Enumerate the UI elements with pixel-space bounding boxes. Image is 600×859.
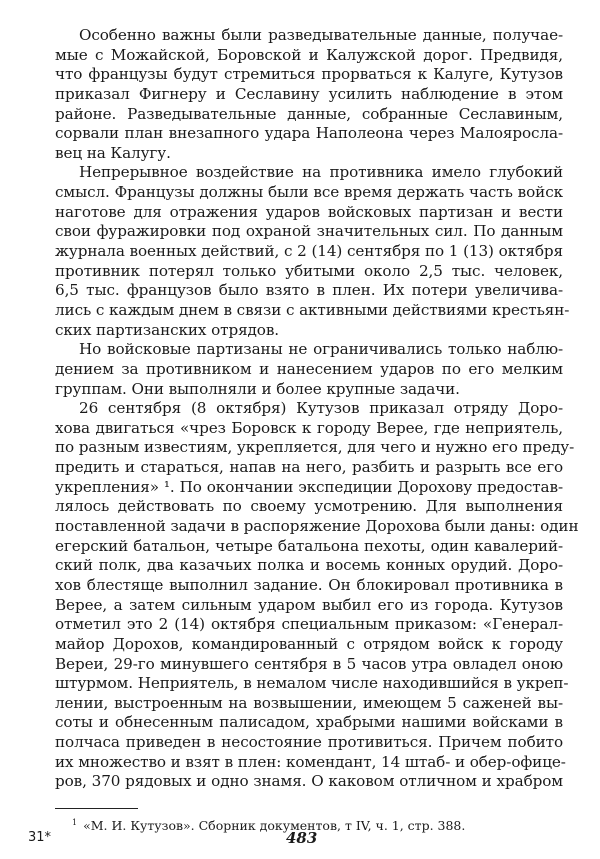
footnote-text: «М. И. Кутузов». Сборник документов, т IV, ч. 1, стр. 388. (83, 818, 466, 833)
text-line: Особенно важны были разведывательные данные, получае- (79, 26, 563, 44)
footnote-divider (55, 808, 138, 809)
page-number: 483 (286, 829, 318, 847)
paragraph (55, 340, 563, 399)
text-line: ров, 370 рядовых и одно знамя. О каковом отличном и храбром (55, 772, 563, 791)
text-line: отметил это 2 (14) октября специальным приказом: «Генерал- (55, 615, 563, 634)
text-line: лялось действовать по своему усмотрению. Для выполнения (55, 497, 563, 516)
text-line: Но войсковые партизаны не ограничивались только наблю- (79, 340, 563, 359)
text-line: ский полк, два казачьих полка и восемь конных орудий. Доро- (55, 556, 563, 575)
paragraph (55, 399, 579, 792)
text-line: их множество и взят в плен: комендант, 14 штаб- и обер-офице- (55, 752, 566, 771)
text-line: майор Дорохов, командированный с отрядом войск к городу (55, 634, 563, 653)
printer-signature-mark: 31* (28, 830, 52, 845)
text-line: егерский батальон, четыре батальона пехоты, один кавалерий- (55, 536, 563, 555)
text-line: соты и обнесенным палисадом, храбрыми нашими войсками в (55, 713, 563, 732)
text-line: смысл. Французы должны были все время держать часть войск (55, 183, 563, 202)
text-line: группам. Они выполняли и более крупные задачи. (55, 379, 460, 398)
text-line: Вереи, 29-го минувшего сентября в 5 часов утра овладел оною (55, 654, 563, 673)
text-line: хова двигаться «чрез Боровск к городу Верее, где неприятель, (55, 418, 563, 437)
text-line: что французы будут стремиться прорваться к Калуге, Кутузов (55, 65, 563, 84)
footnote-mark: 1 (72, 818, 78, 827)
text-line: Непрерывное воздействие на противника имело глубокий (79, 163, 563, 182)
text-line: противник потерял только убитыми около 2,5 тыс. человек, (55, 261, 563, 280)
text-line: штурмом. Неприятель, в немалом числе находившийся в укреп- (55, 674, 569, 693)
text-line: лении, выстроенным на возвышении, имеющем 5 саженей вы- (55, 693, 563, 712)
text-line: по разным известиям, укрепляется, для чего и нужно его преду- (55, 438, 575, 457)
text-line: предить и стараться, напав на него, разбить и разрыть все его (55, 458, 563, 477)
text-line: районе. Разведывательные данные, собранные Сеславиным, (55, 104, 563, 123)
text-line: Верее, а затем сильным ударом выбил его из города. Кутузов (55, 595, 563, 614)
text-line: 6,5 тыс. французов было взято в плен. Их потери увеличива- (55, 281, 563, 300)
text-line: приказал Фигнеру и Сеславину усилить наблюдение в этом (55, 84, 563, 103)
text-line: укрепления» ¹. По окончании экспедиции Дорохову предостав- (55, 477, 563, 496)
text-line: полчаса приведен в несостояние противиться. Причем побито (55, 733, 563, 752)
text-line: мые с Можайской, Боровской и Калужской дорог. Предвидя, (55, 45, 563, 64)
text-line: журнала военных действий, с 2 (14) сентября по 1 (13) октября (55, 242, 563, 261)
text-line: свои фуражировки под охраной значительных сил. По данным (55, 222, 563, 241)
text-line: сорвали план внезапного удара Наполеона через Малояросла- (55, 124, 563, 143)
text-line: 26 сентября (8 октября) Кутузов приказал отряду Доро- (79, 399, 563, 418)
text-line: вец на Калугу. (55, 143, 171, 162)
footnote (72, 818, 465, 833)
text-line: лись с каждым днем в связи с активными действиями крестьян- (55, 300, 570, 319)
body-text (55, 26, 579, 792)
text-line: поставленной задачи в распоряжение Дорохова были даны: один (55, 517, 579, 536)
text-line: наготове для отражения ударов войсковых партизан и вести (55, 202, 563, 221)
text-line: ских партизанских отрядов. (55, 320, 280, 339)
paragraph (55, 26, 563, 163)
text-line: хов блестяще выполнил задание. Он блокировал противника в (55, 575, 563, 594)
paragraph (55, 163, 570, 340)
text-line: дением за противником и нанесением ударов по его мелким (55, 359, 563, 378)
